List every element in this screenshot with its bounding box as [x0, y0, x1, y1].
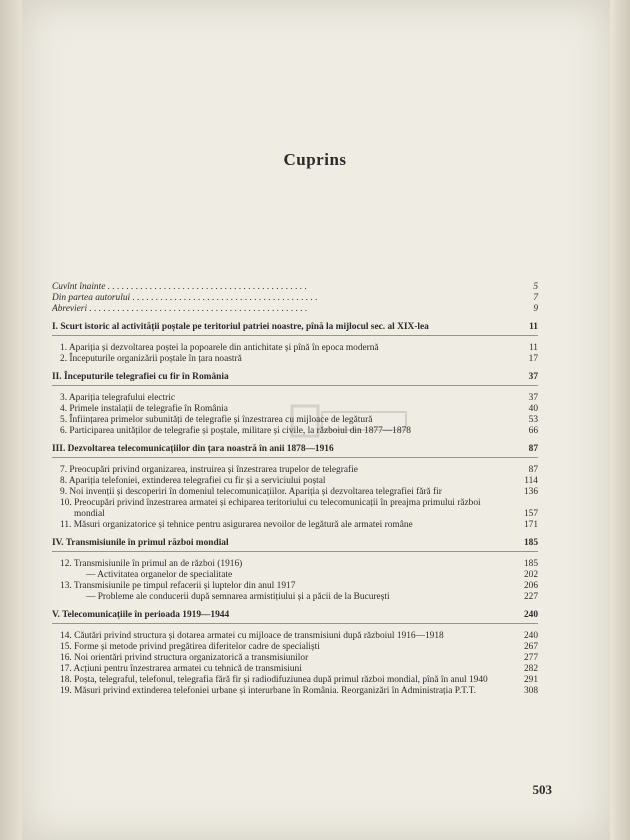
toc-entry-text: — Activitatea organelor de specialitate: [86, 570, 233, 580]
spacer: [52, 458, 538, 465]
toc-entry-page: 114: [524, 476, 538, 486]
toc-entry-text: 8. Apariția telefoniei, extinderea telegrafiei cu fir și a serviciului poștal: [60, 476, 326, 486]
toc-entry-page: 53: [528, 415, 538, 425]
toc-entry-page: 308: [523, 686, 538, 696]
chapter-heading-page: 11: [529, 322, 538, 332]
toc-entry: [52, 664, 538, 675]
toc-entry-text: 2. Începuturile organizării poștale în țara noastră: [60, 354, 242, 364]
toc-entry-page: 185: [523, 559, 538, 569]
chapter-heading-page: 240: [523, 610, 538, 620]
toc-entry-page: 267: [523, 642, 538, 652]
toc-entry-page: 206: [523, 581, 538, 591]
table-of-contents: [52, 282, 538, 697]
toc-entry: [52, 476, 538, 487]
chapter-heading: [52, 322, 538, 336]
chapter-heading-page: 185: [523, 538, 538, 548]
spacer: [52, 624, 538, 631]
toc-entry-text: 3. Apariția telegrafului electric: [60, 393, 176, 403]
chapter-heading-text: III. Dezvoltarea telecomunicațiilor din țara noastră în anii 1878—1916: [52, 444, 334, 454]
toc-entry-text: 13. Transmisiunile pe timpul refacerii și luptelor din anul 1917: [60, 581, 296, 591]
front-matter-item-page: 9: [533, 304, 538, 314]
toc-entry: [52, 343, 538, 354]
toc-entry: [52, 426, 538, 437]
toc-entry-page: 227: [523, 592, 538, 602]
toc-entry-text: 5. Înființarea primelor subunități de telegrafie și înzestrarea cu mijloace de legătură: [60, 415, 373, 425]
page-edge-left: [0, 0, 22, 840]
toc-entry-page: 282: [523, 664, 538, 674]
toc-entry-page: 136: [523, 487, 538, 497]
toc-entry-text: 14. Căutări privind structura și dotarea armatei cu mijloace de transmisiuni după războiul 1916—1918: [60, 631, 444, 641]
spacer: [52, 336, 538, 343]
chapter-heading: [52, 538, 538, 552]
page-title: Cuprins: [283, 150, 347, 169]
toc-entry-text: 9. Noi invenții și descoperiri în domeniul telecomunicațiilor. Apariția și dezvoltarea telegrafiei fără fir: [60, 487, 442, 497]
toc-entry-text: 15. Forme și metode privind pregătirea diferitelor cadre de specialiști: [60, 642, 320, 652]
toc-entry-page: 37: [528, 393, 538, 403]
front-matter-item-page: 5: [533, 282, 538, 292]
toc-entry-page: 240: [523, 631, 538, 641]
toc-entry: [52, 581, 538, 592]
toc-entry-text: 7. Preocupări privind organizarea, instruirea și înzestrarea trupelor de telegrafie: [60, 465, 358, 475]
toc-entry-text: 12. Transmisiunile în primul an de război (1916): [60, 559, 243, 569]
chapter-heading-text: IV. Transmisiunile în primul război mondial: [52, 538, 229, 548]
toc-entry-text: 19. Măsuri privind extinderea telefoniei urbane și interurbane în România. Reorganizări în Administrația P.T.T.: [60, 686, 477, 696]
toc-entry: [52, 465, 538, 476]
toc-entry-text: 4. Primele instalații de telegrafie în România: [60, 404, 228, 414]
chapter-heading: [52, 444, 538, 458]
toc-entry: [52, 675, 538, 686]
spacer: [52, 552, 538, 559]
toc-entry: [52, 559, 538, 570]
page-edge-right: [610, 0, 630, 840]
chapter-heading-page: 87: [528, 444, 538, 454]
toc-entry-page: 202: [523, 570, 538, 580]
toc-entry-page: 157: [523, 509, 538, 519]
front-matter-item-text: Din partea autorului . . . . . . . . . . . . . . . . . . . . . . . . . . . . . . . . . . . . . . . .: [52, 293, 318, 303]
toc-entry-page: 66: [528, 426, 538, 436]
front-matter-item-text: Abrevieri . . . . . . . . . . . . . . . . . . . . . . . . . . . . . . . . . . . . . . . . . . . . . . .: [52, 304, 308, 314]
toc-entry-page: 277: [523, 653, 538, 663]
toc-entry-page: 87: [528, 465, 538, 475]
toc-entry-text: — Probleme ale conducerii după semnarea armistițiului și a păcii de la București: [86, 592, 390, 602]
toc-entry: [52, 592, 538, 603]
front-matter-item-page: 7: [533, 293, 538, 303]
toc-entry-text: 10. Preocupări privind înzestrarea armatei și echiparea teritoriului cu telecomunicații în preajma primului război mondial: [60, 498, 481, 519]
toc-entry-page: 11: [528, 343, 538, 353]
toc-entry: [52, 354, 538, 365]
chapter-heading: [52, 610, 538, 624]
toc-entry-page: 40: [528, 404, 538, 414]
toc-entry: [52, 393, 538, 404]
front-matter-item: [52, 293, 538, 304]
toc-entry: [52, 520, 538, 531]
toc-entry: [52, 404, 538, 415]
chapter-heading-text: V. Telecomunicațiile în perioada 1919—1944: [52, 610, 230, 620]
chapter-heading-page: 37: [528, 372, 538, 382]
toc-entry: [52, 642, 538, 653]
front-matter-item: [52, 282, 538, 293]
chapter-heading-text: II. Începuturile telegrafiei cu fir în România: [52, 372, 229, 382]
front-matter-item-text: Cuvînt înainte . . . . . . . . . . . . . . . . . . . . . . . . . . . . . . . . . . . . . . . . . . .: [52, 282, 307, 292]
toc-entry: [52, 653, 538, 664]
spacer: [52, 386, 538, 393]
toc-entry-text: 18. Poșta, telegraful, telefonul, telegrafia fără fir și radiodifuziunea după primul război mondial, pînă în anul 1940: [60, 675, 488, 685]
toc-entry-text: 16. Noi orientări privind structura organizatorică a transmisiunilor: [60, 653, 309, 663]
toc-entry-text: 6. Participarea unităților de telegrafie și poștale, militare și civile, la războiul din 1877—1878: [60, 426, 411, 436]
toc-entry: [52, 686, 538, 697]
page-number: 503: [532, 782, 552, 797]
toc-entry: [52, 415, 538, 426]
chapter-heading-text: I. Scurt istoric al activității poștale pe teritoriul patriei noastre, pînă la mijlocul sec. al XIX-lea: [52, 322, 429, 332]
toc-entry: [52, 570, 538, 581]
toc-entry-text: 17. Acțiuni pentru înzestrarea armatei cu tehnică de transmisiuni: [60, 664, 302, 674]
toc-entry-page: 171: [523, 520, 538, 530]
toc-entry-page: 291: [523, 675, 538, 685]
toc-entry-text: 1. Apariția și dezvoltarea poștei la popoarele din antichitate și pînă în epoca modernă: [60, 343, 379, 353]
toc-entry-text: 11. Măsuri organizatorice și tehnice pentru asigurarea nevoilor de legătură ale armatei române: [60, 520, 413, 530]
toc-entry-page: 17: [528, 354, 538, 364]
toc-entry: [52, 487, 538, 498]
toc-entry: [52, 631, 538, 642]
front-matter-item: [52, 304, 538, 315]
chapter-heading: [52, 372, 538, 386]
toc-entry: [52, 498, 538, 520]
